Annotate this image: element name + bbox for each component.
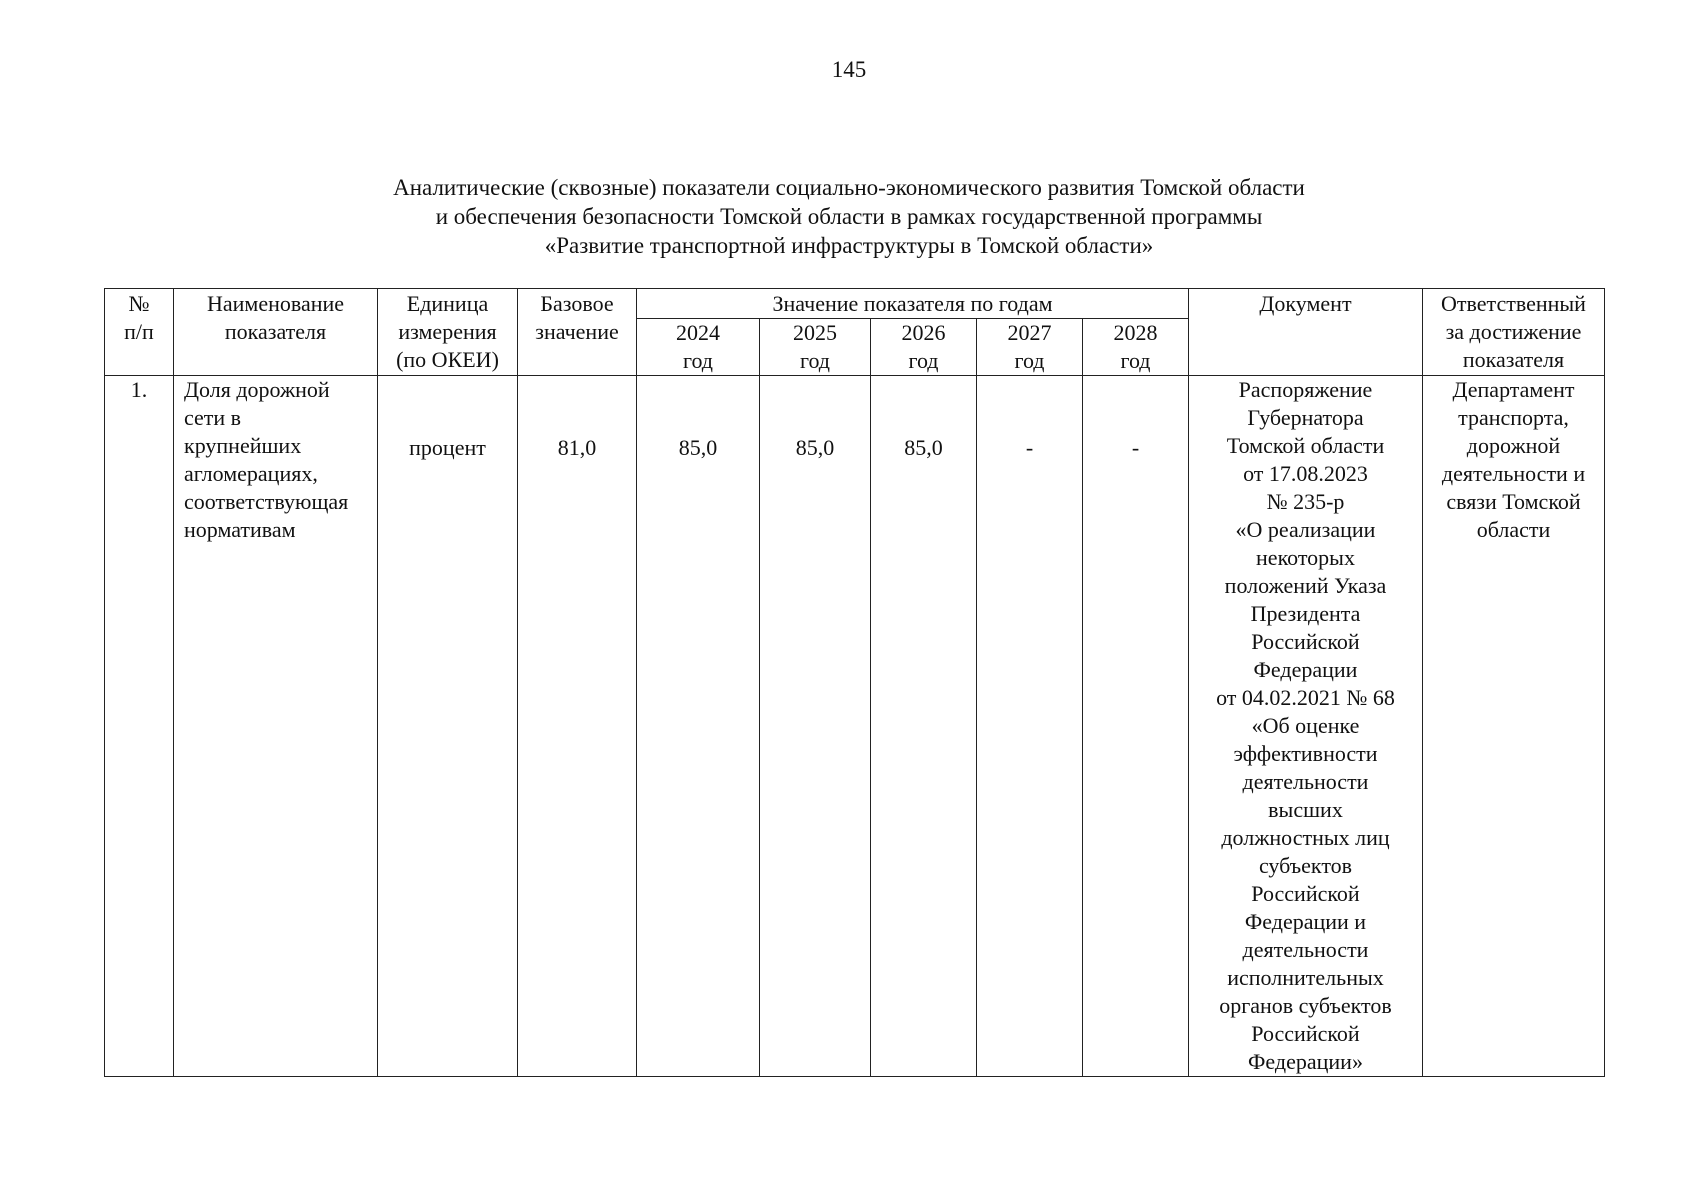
indicators-table <box>104 288 1605 1077</box>
header-year: 2027 год <box>977 319 1083 376</box>
header-num: № п/п <box>105 289 174 376</box>
row-responsible: Департамент транспорта, дорожной деятельности и связи Томской области <box>1423 376 1605 1077</box>
row-value-2024: 85,0 <box>637 376 760 1077</box>
header-responsible: Ответственный за достижение показателя <box>1423 289 1605 376</box>
header-year: 2028 год <box>1083 319 1189 376</box>
header-year: 2025 год <box>760 319 871 376</box>
title-line-1: Аналитические (сквозные) показатели социально-экономического развития Томской области <box>393 175 1305 200</box>
header-year: 2024 год <box>637 319 760 376</box>
document-title <box>0 173 1698 260</box>
header-name: Наименование показателя <box>174 289 378 376</box>
header-document: Документ <box>1189 289 1423 376</box>
title-line-3: «Развитие транспортной инфраструктуры в Томской области» <box>544 233 1154 258</box>
row-value-2027: - <box>977 376 1083 1077</box>
header-values-group: Значение показателя по годам <box>637 289 1189 319</box>
row-value-2028: - <box>1083 376 1189 1077</box>
row-value-2026: 85,0 <box>871 376 977 1077</box>
page-number: 145 <box>831 57 867 82</box>
row-value-2025: 85,0 <box>760 376 871 1077</box>
header-base: Базовое значение <box>518 289 637 376</box>
row-document: Распоряжение Губернатора Томской области от 17.08.2023 № 235-р «О реализации некоторых положений Указа Президента Российской Федерации от 04.02.2021 № 68 «Об оценке эффективности деятельности высших должностных лиц субъектов Российской Федерации и деятельности исполнительных органов субъектов Российской Федерации» <box>1189 376 1423 1077</box>
table-row <box>105 376 1605 1077</box>
header-unit: Единица измерения (по ОКЕИ) <box>378 289 518 376</box>
row-unit: процент <box>378 376 518 1077</box>
row-indicator-name: Доля дорожной сети в крупнейших агломерациях, соответствующая нормативам <box>174 376 378 1077</box>
header-row <box>105 289 1605 319</box>
row-base-value: 81,0 <box>518 376 637 1077</box>
header-year: 2026 год <box>871 319 977 376</box>
title-line-2: и обеспечения безопасности Томской области в рамках государственной программы <box>435 204 1263 229</box>
row-num: 1. <box>105 376 174 1077</box>
